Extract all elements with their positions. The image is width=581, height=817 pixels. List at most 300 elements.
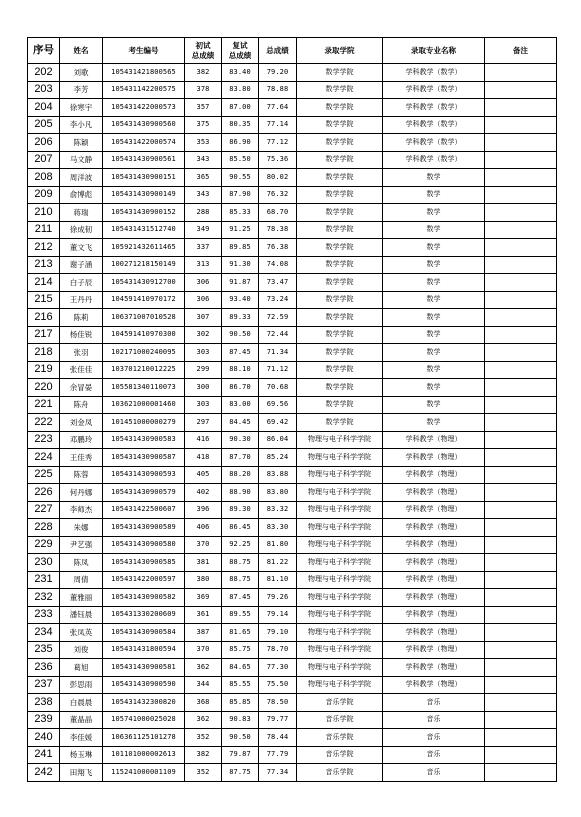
retest-score-cell: 92.25 <box>222 536 259 554</box>
retest-score-cell: 86.70 <box>222 379 259 397</box>
retest-score-cell: 89.30 <box>222 501 259 519</box>
initial-score-cell: 343 <box>185 151 222 169</box>
initial-score-cell: 313 <box>185 256 222 274</box>
name-cell: 余冒晏 <box>60 379 103 397</box>
exam-id-cell: 104591410970300 <box>103 326 185 344</box>
row-no-cell: 220 <box>28 379 60 397</box>
initial-score-cell: 352 <box>185 729 222 747</box>
exam-id-cell: 105431430900584 <box>103 624 185 642</box>
table-row <box>28 466 557 484</box>
retest-score-cell: 85.75 <box>222 641 259 659</box>
exam-id-cell: 105431430900585 <box>103 554 185 572</box>
initial-score-cell: 349 <box>185 221 222 239</box>
table-row <box>28 414 557 432</box>
row-no-cell: 225 <box>28 466 60 484</box>
retest-score-cell: 86.90 <box>222 134 259 152</box>
major-cell: 学科教学（物理） <box>383 606 485 624</box>
row-no-cell: 223 <box>28 431 60 449</box>
remark-cell <box>485 274 557 292</box>
major-cell: 学科教学（物理） <box>383 484 485 502</box>
remark-cell <box>485 519 557 537</box>
major-cell: 音乐 <box>383 729 485 747</box>
table-row <box>28 361 557 379</box>
total-score-cell: 78.88 <box>259 81 297 99</box>
major-cell: 学科教学（物理） <box>383 624 485 642</box>
table-row <box>28 606 557 624</box>
college-cell: 数学学院 <box>297 186 383 204</box>
exam-id-cell: 105581340110073 <box>103 379 185 397</box>
header-retest-line1: 复试 <box>232 40 248 50</box>
remark-cell <box>485 676 557 694</box>
remark-cell <box>485 501 557 519</box>
row-no-cell: 213 <box>28 256 60 274</box>
initial-score-cell: 382 <box>185 64 222 82</box>
row-no-cell: 205 <box>28 116 60 134</box>
remark-cell <box>485 746 557 764</box>
initial-score-cell: 362 <box>185 711 222 729</box>
row-no-cell: 215 <box>28 291 60 309</box>
table-row <box>28 81 557 99</box>
table-row <box>28 99 557 117</box>
row-no-cell: 216 <box>28 309 60 327</box>
initial-score-cell: 378 <box>185 81 222 99</box>
initial-score-cell: 382 <box>185 746 222 764</box>
total-score-cell: 78.50 <box>259 694 297 712</box>
remark-cell <box>485 291 557 309</box>
table-row <box>28 746 557 764</box>
remark-cell <box>485 589 557 607</box>
exam-id-cell: 100271218150149 <box>103 256 185 274</box>
retest-score-cell: 89.55 <box>222 606 259 624</box>
table-row <box>28 256 557 274</box>
retest-score-cell: 91.30 <box>222 256 259 274</box>
college-cell: 物理与电子科学学院 <box>297 466 383 484</box>
college-cell: 数学学院 <box>297 134 383 152</box>
exam-id-cell: 101451000000279 <box>103 414 185 432</box>
table-row <box>28 571 557 589</box>
college-cell: 数学学院 <box>297 239 383 257</box>
name-cell: 徐成韧 <box>60 221 103 239</box>
major-cell: 学科教学（数学） <box>383 116 485 134</box>
initial-score-cell: 303 <box>185 396 222 414</box>
initial-score-cell: 381 <box>185 554 222 572</box>
retest-score-cell: 88.10 <box>222 361 259 379</box>
row-no-cell: 236 <box>28 659 60 677</box>
remark-cell <box>485 361 557 379</box>
table-row <box>28 309 557 327</box>
retest-score-cell: 89.33 <box>222 309 259 327</box>
college-cell: 数学学院 <box>297 326 383 344</box>
major-cell: 音乐 <box>383 746 485 764</box>
name-cell: 李师杰 <box>60 501 103 519</box>
total-score-cell: 73.47 <box>259 274 297 292</box>
major-cell: 数学 <box>383 186 485 204</box>
initial-score-cell: 353 <box>185 134 222 152</box>
header-retest-line2: 总成绩 <box>228 50 252 60</box>
major-cell: 学科教学（数学） <box>383 134 485 152</box>
college-cell: 物理与电子科学学院 <box>297 536 383 554</box>
total-score-cell: 74.08 <box>259 256 297 274</box>
exam-id-cell: 105431431800594 <box>103 641 185 659</box>
major-cell: 学科教学（物理） <box>383 571 485 589</box>
retest-score-cell: 88.20 <box>222 466 259 484</box>
remark-cell <box>485 641 557 659</box>
table-row <box>28 519 557 537</box>
exam-id-cell: 106371007010528 <box>103 309 185 327</box>
remark-cell <box>485 536 557 554</box>
table-row <box>28 589 557 607</box>
table-row <box>28 291 557 309</box>
retest-score-cell: 91.87 <box>222 274 259 292</box>
total-score-cell: 76.38 <box>259 239 297 257</box>
retest-score-cell: 90.55 <box>222 169 259 187</box>
remark-cell <box>485 711 557 729</box>
table-row <box>28 151 557 169</box>
total-score-cell: 71.12 <box>259 361 297 379</box>
college-cell: 物理与电子科学学院 <box>297 501 383 519</box>
row-no-cell: 229 <box>28 536 60 554</box>
remark-cell <box>485 414 557 432</box>
row-no-cell: 233 <box>28 606 60 624</box>
name-cell: 白晨晨 <box>60 694 103 712</box>
major-cell: 音乐 <box>383 711 485 729</box>
remark-cell <box>485 694 557 712</box>
retest-score-cell: 84.65 <box>222 659 259 677</box>
name-cell: 陈舟 <box>60 396 103 414</box>
exam-id-cell: 102171000240095 <box>103 344 185 362</box>
name-cell: 张羽 <box>60 344 103 362</box>
retest-score-cell: 90.50 <box>222 729 259 747</box>
name-cell: 蒋瑞 <box>60 204 103 222</box>
initial-score-cell: 368 <box>185 694 222 712</box>
total-score-cell: 77.30 <box>259 659 297 677</box>
retest-score-cell: 87.45 <box>222 589 259 607</box>
exam-id-cell: 105431430900152 <box>103 204 185 222</box>
major-cell: 数学 <box>383 396 485 414</box>
college-cell: 物理与电子科学学院 <box>297 624 383 642</box>
name-cell: 陈莉 <box>60 309 103 327</box>
remark-cell <box>485 344 557 362</box>
header-row <box>28 38 557 64</box>
exam-id-cell: 105431430912700 <box>103 274 185 292</box>
total-score-cell: 79.14 <box>259 606 297 624</box>
row-no-cell: 207 <box>28 151 60 169</box>
major-cell: 学科教学（物理） <box>383 676 485 694</box>
retest-score-cell: 90.30 <box>222 431 259 449</box>
exam-id-cell: 105431430900561 <box>103 151 185 169</box>
major-cell: 数学 <box>383 239 485 257</box>
name-cell: 王佳秀 <box>60 449 103 467</box>
exam-id-cell: 115241000001109 <box>103 764 185 782</box>
name-cell: 张佳佳 <box>60 361 103 379</box>
exam-id-cell: 105431430900579 <box>103 484 185 502</box>
header-major: 录取专业名称 <box>383 38 485 64</box>
table-row <box>28 711 557 729</box>
row-no-cell: 219 <box>28 361 60 379</box>
remark-cell <box>485 466 557 484</box>
remark-cell <box>485 484 557 502</box>
exam-id-cell: 105431430900582 <box>103 589 185 607</box>
college-cell: 物理与电子科学学院 <box>297 449 383 467</box>
remark-cell <box>485 151 557 169</box>
table-row <box>28 186 557 204</box>
exam-id-cell: 105431430900581 <box>103 659 185 677</box>
retest-score-cell: 90.83 <box>222 711 259 729</box>
major-cell: 数学 <box>383 361 485 379</box>
remark-cell <box>485 729 557 747</box>
major-cell: 学科教学（数学） <box>383 81 485 99</box>
initial-score-cell: 365 <box>185 169 222 187</box>
exam-id-cell: 105431330200609 <box>103 606 185 624</box>
total-score-cell: 68.70 <box>259 204 297 222</box>
total-score-cell: 77.34 <box>259 764 297 782</box>
row-no-cell: 231 <box>28 571 60 589</box>
college-cell: 数学学院 <box>297 256 383 274</box>
table-row <box>28 484 557 502</box>
name-cell: 何丹娜 <box>60 484 103 502</box>
name-cell: 陈凤 <box>60 554 103 572</box>
table-row <box>28 116 557 134</box>
total-score-cell: 81.22 <box>259 554 297 572</box>
name-cell: 彭思雨 <box>60 676 103 694</box>
major-cell: 学科教学（物理） <box>383 466 485 484</box>
college-cell: 数学学院 <box>297 64 383 82</box>
college-cell: 数学学院 <box>297 81 383 99</box>
retest-score-cell: 89.85 <box>222 239 259 257</box>
total-score-cell: 79.77 <box>259 711 297 729</box>
name-cell: 周倩 <box>60 571 103 589</box>
exam-id-cell: 105431430900560 <box>103 116 185 134</box>
row-no-cell: 210 <box>28 204 60 222</box>
header-initial-line1: 初试 <box>195 40 211 50</box>
college-cell: 数学学院 <box>297 379 383 397</box>
total-score-cell: 83.32 <box>259 501 297 519</box>
table-row <box>28 449 557 467</box>
retest-score-cell: 79.87 <box>222 746 259 764</box>
name-cell: 张凤英 <box>60 624 103 642</box>
remark-cell <box>485 204 557 222</box>
row-no-cell: 209 <box>28 186 60 204</box>
total-score-cell: 70.68 <box>259 379 297 397</box>
major-cell: 数学 <box>383 344 485 362</box>
exam-id-cell: 105431430900583 <box>103 431 185 449</box>
initial-score-cell: 362 <box>185 659 222 677</box>
remark-cell <box>485 64 557 82</box>
initial-score-cell: 402 <box>185 484 222 502</box>
initial-score-cell: 352 <box>185 764 222 782</box>
college-cell: 物理与电子科学学院 <box>297 571 383 589</box>
row-no-cell: 237 <box>28 676 60 694</box>
college-cell: 物理与电子科学学院 <box>297 554 383 572</box>
retest-score-cell: 87.90 <box>222 186 259 204</box>
row-no-cell: 211 <box>28 221 60 239</box>
remark-cell <box>485 169 557 187</box>
retest-score-cell: 87.00 <box>222 99 259 117</box>
header-name: 姓名 <box>60 38 103 64</box>
exam-id-cell: 106361125101278 <box>103 729 185 747</box>
row-no-cell: 235 <box>28 641 60 659</box>
table-row <box>28 659 557 677</box>
retest-score-cell: 85.55 <box>222 676 259 694</box>
name-cell: 尹艺强 <box>60 536 103 554</box>
table-row <box>28 764 557 782</box>
initial-score-cell: 306 <box>185 274 222 292</box>
exam-id-cell: 105431432300820 <box>103 694 185 712</box>
table-row <box>28 501 557 519</box>
retest-score-cell: 83.00 <box>222 396 259 414</box>
total-score-cell: 80.02 <box>259 169 297 187</box>
admission-table <box>27 37 557 782</box>
initial-score-cell: 288 <box>185 204 222 222</box>
total-score-cell: 77.14 <box>259 116 297 134</box>
remark-cell <box>485 116 557 134</box>
table-row <box>28 536 557 554</box>
row-no-cell: 224 <box>28 449 60 467</box>
initial-score-cell: 357 <box>185 99 222 117</box>
total-score-cell: 72.59 <box>259 309 297 327</box>
name-cell: 朱娜 <box>60 519 103 537</box>
row-no-cell: 214 <box>28 274 60 292</box>
name-cell: 刘歌 <box>60 64 103 82</box>
table-row <box>28 169 557 187</box>
retest-score-cell: 93.40 <box>222 291 259 309</box>
name-cell: 田翔飞 <box>60 764 103 782</box>
exam-id-cell: 105431431512740 <box>103 221 185 239</box>
major-cell: 音乐 <box>383 694 485 712</box>
total-score-cell: 78.38 <box>259 221 297 239</box>
initial-score-cell: 337 <box>185 239 222 257</box>
exam-id-cell: 105431142200575 <box>103 81 185 99</box>
college-cell: 数学学院 <box>297 99 383 117</box>
major-cell: 学科教学（物理） <box>383 431 485 449</box>
initial-score-cell: 380 <box>185 571 222 589</box>
remark-cell <box>485 659 557 677</box>
name-cell: 谢子涵 <box>60 256 103 274</box>
header-remark: 备注 <box>485 38 557 64</box>
name-cell: 陈蓉 <box>60 466 103 484</box>
total-score-cell: 83.88 <box>259 466 297 484</box>
major-cell: 数学 <box>383 291 485 309</box>
retest-score-cell: 90.50 <box>222 326 259 344</box>
initial-score-cell: 418 <box>185 449 222 467</box>
exam-id-cell: 105431430900593 <box>103 466 185 484</box>
total-score-cell: 77.64 <box>259 99 297 117</box>
table-row <box>28 554 557 572</box>
name-cell: 杨佳锐 <box>60 326 103 344</box>
name-cell: 刘俊 <box>60 641 103 659</box>
college-cell: 数学学院 <box>297 344 383 362</box>
retest-score-cell: 86.45 <box>222 519 259 537</box>
initial-score-cell: 302 <box>185 326 222 344</box>
major-cell: 学科教学（物理） <box>383 536 485 554</box>
major-cell: 学科教学（数学） <box>383 64 485 82</box>
total-score-cell: 69.56 <box>259 396 297 414</box>
college-cell: 数学学院 <box>297 221 383 239</box>
name-cell: 徐寒宇 <box>60 99 103 117</box>
remark-cell <box>485 431 557 449</box>
row-no-cell: 206 <box>28 134 60 152</box>
initial-score-cell: 344 <box>185 676 222 694</box>
row-no-cell: 204 <box>28 99 60 117</box>
exam-id-cell: 105431430900151 <box>103 169 185 187</box>
exam-id-cell: 105431430900149 <box>103 186 185 204</box>
remark-cell <box>485 624 557 642</box>
initial-score-cell: 361 <box>185 606 222 624</box>
total-score-cell: 81.80 <box>259 536 297 554</box>
total-score-cell: 78.44 <box>259 729 297 747</box>
initial-score-cell: 416 <box>185 431 222 449</box>
college-cell: 数学学院 <box>297 361 383 379</box>
college-cell: 物理与电子科学学院 <box>297 641 383 659</box>
name-cell: 王丹丹 <box>60 291 103 309</box>
college-cell: 数学学院 <box>297 116 383 134</box>
college-cell: 音乐学院 <box>297 729 383 747</box>
table-row <box>28 204 557 222</box>
initial-score-cell: 370 <box>185 536 222 554</box>
name-cell: 李芳 <box>60 81 103 99</box>
retest-score-cell: 83.80 <box>222 81 259 99</box>
row-no-cell: 208 <box>28 169 60 187</box>
initial-score-cell: 375 <box>185 116 222 134</box>
major-cell: 数学 <box>383 204 485 222</box>
name-cell: 马文静 <box>60 151 103 169</box>
remark-cell <box>485 554 557 572</box>
total-score-cell: 77.12 <box>259 134 297 152</box>
table-row <box>28 379 557 397</box>
total-score-cell: 81.10 <box>259 571 297 589</box>
total-score-cell: 71.34 <box>259 344 297 362</box>
major-cell: 学科教学（物理） <box>383 589 485 607</box>
remark-cell <box>485 186 557 204</box>
header-initial-score <box>185 38 222 64</box>
table-row <box>28 694 557 712</box>
name-cell: 董文飞 <box>60 239 103 257</box>
college-cell: 物理与电子科学学院 <box>297 676 383 694</box>
major-cell: 数学 <box>383 256 485 274</box>
college-cell: 数学学院 <box>297 396 383 414</box>
table-row <box>28 344 557 362</box>
major-cell: 数学 <box>383 309 485 327</box>
name-cell: 董晶晶 <box>60 711 103 729</box>
retest-score-cell: 87.75 <box>222 764 259 782</box>
total-score-cell: 69.42 <box>259 414 297 432</box>
row-no-cell: 234 <box>28 624 60 642</box>
retest-score-cell: 83.40 <box>222 64 259 82</box>
name-cell: 刘金凤 <box>60 414 103 432</box>
initial-score-cell: 387 <box>185 624 222 642</box>
row-no-cell: 202 <box>28 64 60 82</box>
row-no-cell: 242 <box>28 764 60 782</box>
college-cell: 物理与电子科学学院 <box>297 606 383 624</box>
retest-score-cell: 80.35 <box>222 116 259 134</box>
remark-cell <box>485 99 557 117</box>
table-row <box>28 624 557 642</box>
total-score-cell: 77.79 <box>259 746 297 764</box>
name-cell: 俞博彪 <box>60 186 103 204</box>
header-college: 录取学院 <box>297 38 383 64</box>
total-score-cell: 79.10 <box>259 624 297 642</box>
retest-score-cell: 85.50 <box>222 151 259 169</box>
initial-score-cell: 306 <box>185 291 222 309</box>
name-cell: 杨玉琳 <box>60 746 103 764</box>
row-no-cell: 217 <box>28 326 60 344</box>
name-cell: 潘钰晨 <box>60 606 103 624</box>
row-no-cell: 226 <box>28 484 60 502</box>
major-cell: 学科教学（物理） <box>383 659 485 677</box>
row-no-cell: 238 <box>28 694 60 712</box>
table-row <box>28 274 557 292</box>
remark-cell <box>485 134 557 152</box>
